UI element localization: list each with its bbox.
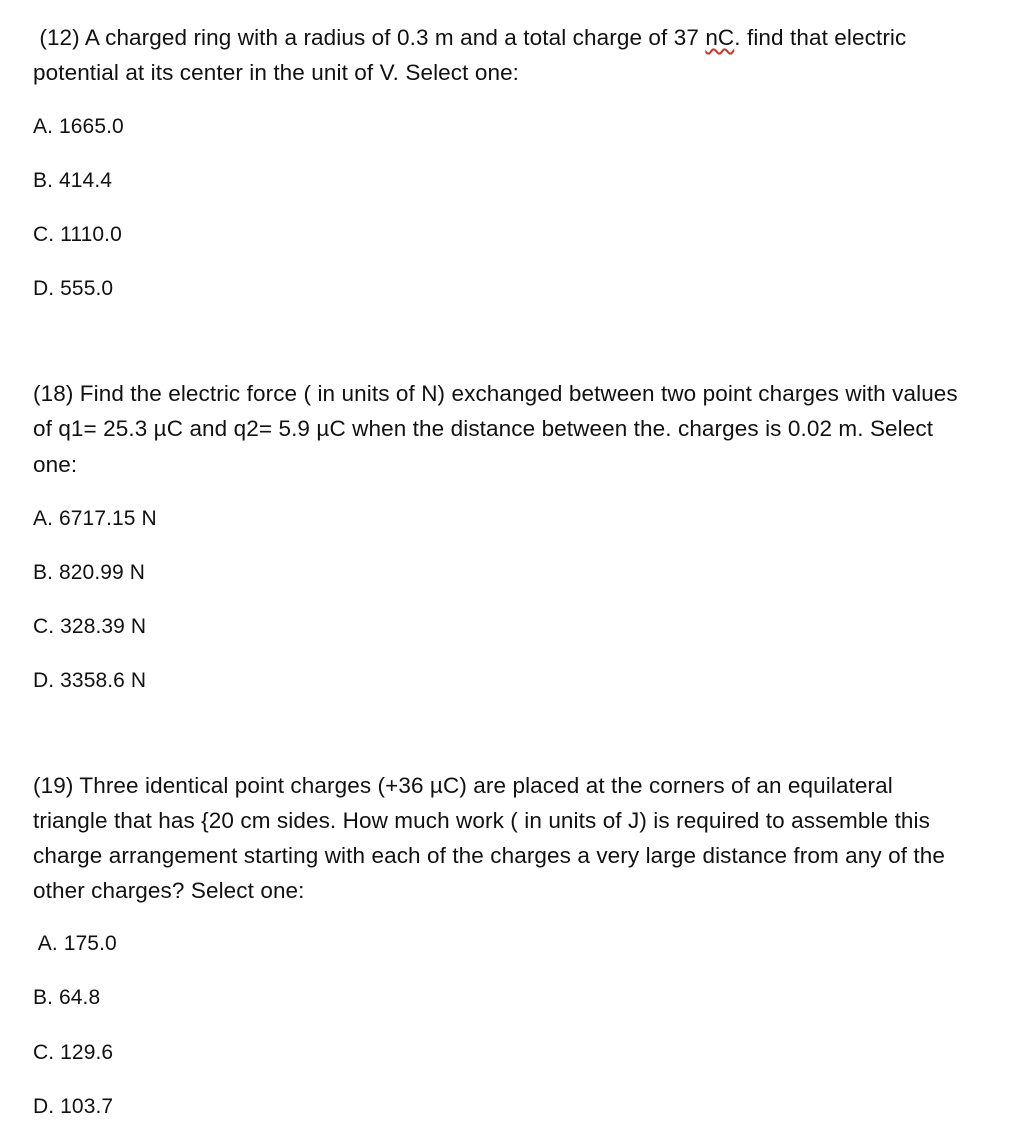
q19-stem-line-3: charge arrangement starting with each of the charges a very large distance from any of the xyxy=(33,843,945,868)
q18-option-c: C. 328.39 N xyxy=(33,615,147,638)
q12-option-a: A. 1665.0 xyxy=(33,115,124,138)
q18-stem-line-2: of q1= 25.3 µC and q2= 5.9 µC when the distance between the. charges is 0.02 m. Select xyxy=(33,416,934,441)
q12-option-c: C. 1110.0 xyxy=(33,223,122,246)
q19-option-d: D. 103.7 xyxy=(33,1095,114,1118)
q18-stem-line-3: one: xyxy=(33,452,78,477)
q19-option-b: B. 64.8 xyxy=(33,986,101,1009)
q19-stem-line-2: triangle that has {20 cm sides. How much work ( in units of J) is required to assemble this xyxy=(33,808,930,833)
q18-option-b: B. 820.99 N xyxy=(33,561,146,584)
q18-stem-line-1: (18) Find the electric force ( in units of N) exchanged between two point charges with values xyxy=(33,381,958,406)
q12-stem-text-end: . find that electric xyxy=(734,25,907,50)
q12-spellcheck-flagged-word: nC xyxy=(705,25,735,50)
q12-stem-text: (12) A charged ring with a radius of 0.3 m and a total charge of 37 xyxy=(33,25,706,50)
q12-stem-line-1 xyxy=(33,24,906,52)
q18-option-d: D. 3358.6 N xyxy=(33,669,147,692)
q18-option-a: A. 6717.15 N xyxy=(33,507,157,530)
q19-stem-line-1: (19) Three identical point charges (+36 µC) are placed at the corners of an equilateral xyxy=(33,773,893,798)
q12-stem-line-2: potential at its center in the unit of V. Select one: xyxy=(33,60,520,85)
q12-option-d: D. 555.0 xyxy=(33,277,114,300)
q12-option-b: B. 414.4 xyxy=(33,169,113,192)
q19-option-c: C. 129.6 xyxy=(33,1041,114,1064)
q19-option-a: A. 175.0 xyxy=(33,932,117,955)
q19-stem-line-4: other charges? Select one: xyxy=(33,878,305,903)
